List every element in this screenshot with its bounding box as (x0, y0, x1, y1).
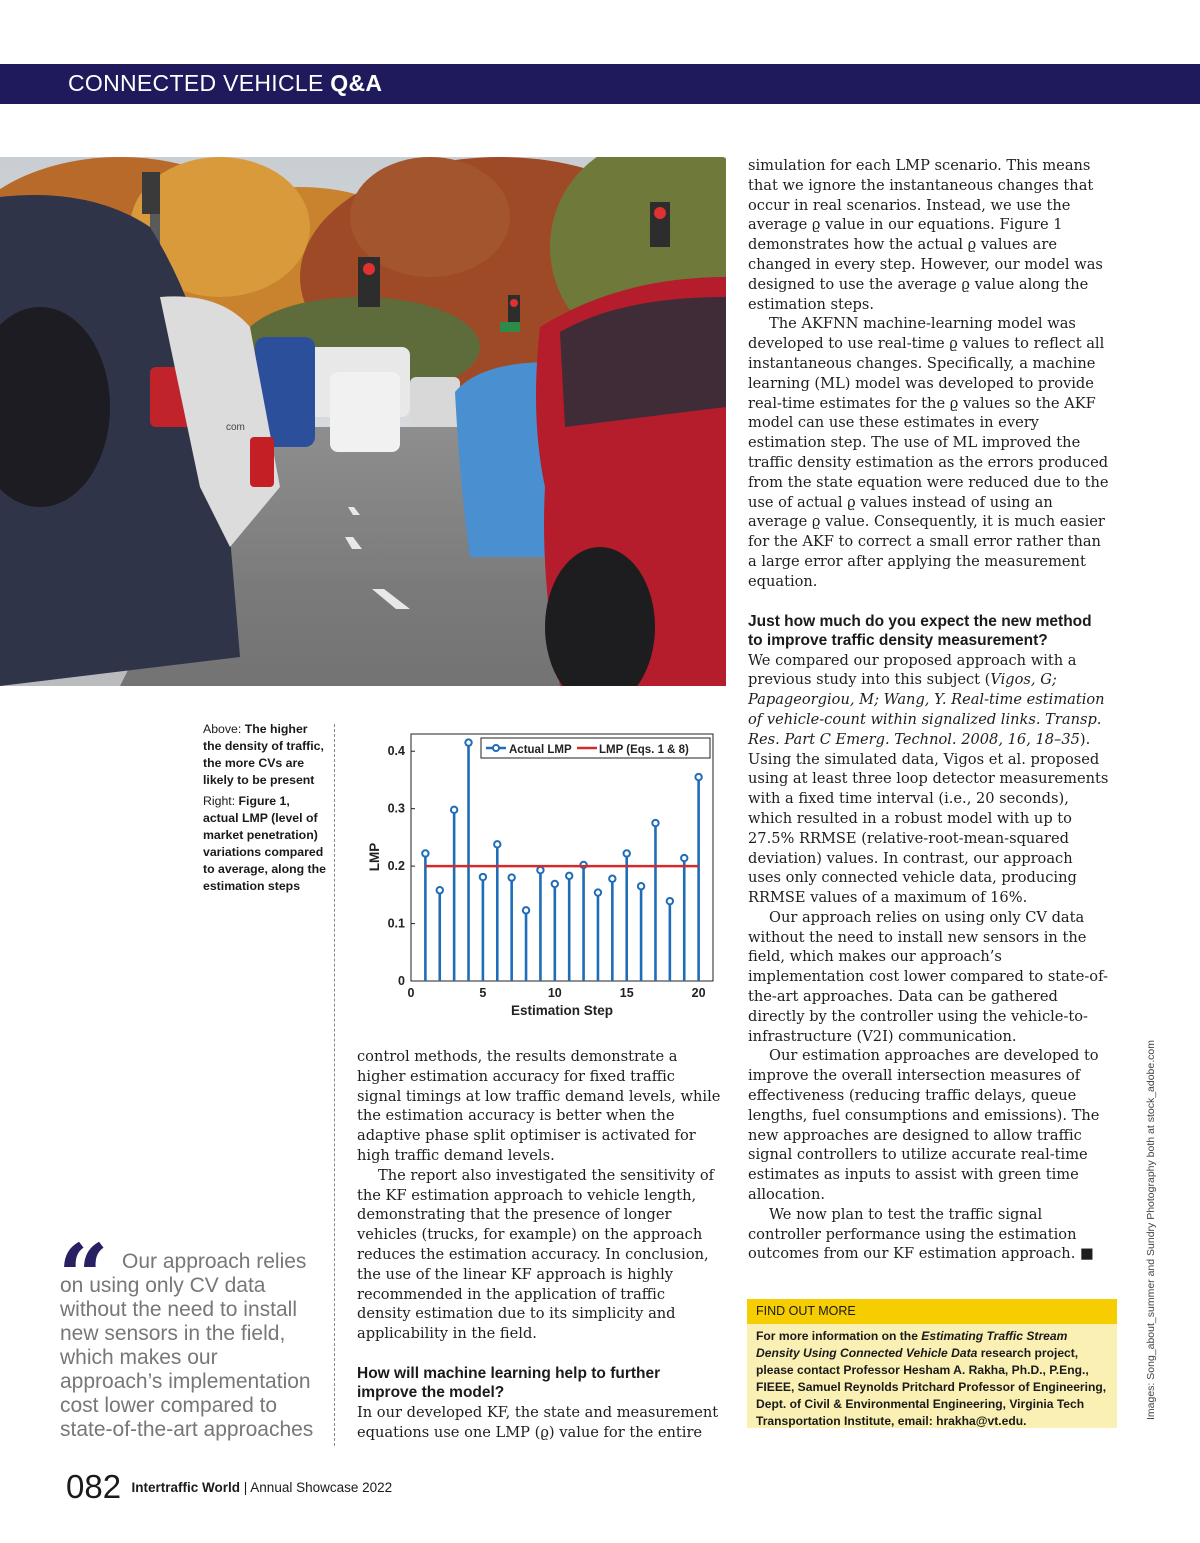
quote-mark-icon: “ (58, 1224, 109, 1328)
caption-text: Figure 1, actual LMP (level of market penetration) variations compared to average, along the estimation steps (203, 794, 326, 893)
legend-label-actual: Actual LMP (509, 744, 572, 756)
body-text: We compared our proposed approach with a previous study into this subject ( (748, 651, 1077, 689)
chart-data-point (537, 867, 543, 873)
right-text-column (748, 156, 1110, 1264)
legend-marker-actual (493, 745, 499, 751)
traffic-scene-illustration (0, 157, 726, 686)
page-number: 082 (66, 1468, 122, 1505)
chart-y-tick-label: 0.2 (387, 859, 405, 874)
caption-label: Above: (203, 722, 242, 736)
chart-data-point (681, 855, 687, 861)
body-paragraph: In our developed KF, the state and measurement equations use one LMP (ϱ) value for the entire (357, 1403, 719, 1441)
chart-data-point (480, 874, 486, 880)
section-name-bold: Q&A (330, 70, 383, 96)
body-paragraph-with-reference (748, 651, 1110, 908)
chart-x-tick-label: 5 (479, 986, 487, 1000)
question-heading: Just how much do you expect the new method to improve traffic density measurement? (748, 612, 1092, 650)
chart-data-point (609, 876, 615, 882)
chart-data-point (523, 907, 529, 913)
chart-data-point (422, 850, 428, 856)
photo-caption (203, 721, 328, 789)
body-paragraph: The report also investigated the sensitivity of the KF estimation approach to vehicle length, demonstrating that the presence of longer vehicles (trucks, for example) on the approach reduces the estimation accuracy. In conclusion, the use of the linear KF approach is highly recommended in the application of traffic density estimation due to its simplicity and applicability in the field. (357, 1166, 715, 1343)
chart-data-point (695, 774, 701, 780)
publication-name: Intertraffic World (131, 1479, 241, 1495)
find-out-more-box (747, 1299, 1117, 1428)
section-title (68, 70, 382, 97)
chart-x-tick-label: 20 (691, 986, 706, 1000)
chart-data-point (624, 850, 630, 856)
caption-label: Right: (203, 794, 236, 808)
find-out-more-text: research project, please contact Professor Hesham A. Rakha, Ph.D., P.Eng., FIEEE, Samuel Reynolds Pritchard Professor of Engineering, Dept. of Civil & Environmental Engineering, Virginia Tech Transportation Institute, email: hrakha@vt.edu. (756, 1346, 1107, 1428)
chart-y-tick-label: 0 (398, 974, 405, 988)
chart-y-tick-label: 0.3 (387, 801, 405, 816)
chart-data-point (652, 820, 658, 826)
car-dealer-sticker: com (226, 422, 245, 433)
legend-label-average: LMP (Eqs. 1 & 8) (599, 744, 689, 756)
caption-text: The higher the density of traffic, the more CVs are likely to be present (203, 722, 324, 787)
chart-x-axis-label: Estimation Step (510, 1003, 614, 1018)
find-out-more-text: For more information on the (756, 1329, 922, 1343)
image-credit: Images: Song_about_summer and Sundry Photography both at stock_adobe.com (1145, 1040, 1157, 1420)
pull-quote-text: Our approach relies on using only CV data without the need to install new sensors in the field, which makes our approach’s implementation cost lower compared to state-of-the-art approaches (60, 1250, 314, 1441)
column-divider (334, 724, 335, 1446)
body-paragraph: Our estimation approaches are developed to improve the overall intersection measures of effectiveness (reducing traffic delays, queue lengths, fuel consumptions and emissions). The new approaches are designed to allow traffic signal controllers to utilize accurate real-time estimates as inputs to assist with green time allocation. (748, 1047, 1100, 1204)
body-paragraph: We now plan to test the traffic signal controller performance using the estimation outcomes from our KF estimation approach. ■ (748, 1205, 1094, 1263)
chart-y-axis-label: LMP (367, 842, 382, 872)
chart-x-tick-label: 0 (407, 986, 415, 1000)
body-paragraph: simulation for each LMP scenario. This means that we ignore the instantaneous changes that occur in real scenarios. Instead, we use the average ϱ value in our equations. Figure 1 demonstrates how the actual ϱ values are changed in every step. However, our model was designed to use the average ϱ value along the estimation steps. (748, 157, 1103, 313)
chart-y-tick-label: 0.4 (387, 744, 405, 759)
citation-reference: Vigos, G; Papageorgiou, M; Wang, Y. Real-time estimation of vehicle-count within signalized links. Transp. Res. Part C Emerg. Technol. 2008, 16, 18–35 (748, 671, 1105, 748)
issue-name: Annual Showcase 2022 (250, 1479, 393, 1495)
traffic-photo (0, 157, 726, 686)
publication-line: Intertraffic World | Annual Showcase 2022 (131, 1479, 393, 1495)
chart-y-tick-label: 0.1 (387, 916, 405, 931)
chart-data-point (667, 898, 673, 904)
chart-data-point (638, 883, 644, 889)
chart-data-point (494, 841, 500, 847)
page-footer (66, 1468, 392, 1506)
chart-data-point (552, 881, 558, 887)
chart-data-point (451, 807, 457, 813)
body-paragraph: control methods, the results demonstrate a higher estimation accuracy for fixed traffic signal timings at low traffic demand levels, while the estimation accuracy is better when the adaptive phase split optimiser is activated for high traffic demand levels. (357, 1048, 721, 1164)
chart-data-point (595, 889, 601, 895)
chart-data-point (566, 873, 572, 879)
figure-captions (203, 721, 328, 899)
chart-data-point (508, 874, 514, 880)
chart-data-point (437, 887, 443, 893)
lmp-chart (365, 726, 720, 1024)
pull-quote (60, 1250, 322, 1442)
body-paragraph: The AKFNN machine-learning model was developed to use real-time ϱ values to reflect all instantaneous changes. Specifically, a machine learning (ML) model was developed to provide real-time estimates for the ϱ values so the AKF model can use these estimates in every estimation step. The use of ML improved the traffic density estimation as the errors produced from the state equation were reduced due to the use of actual ϱ values instead of using an average ϱ value. Consequently, it is much easier for the AKF to correct a small error rather than a large error after applying the measurement equation. (748, 315, 1109, 590)
middle-text-column (357, 1047, 723, 1443)
body-text: ). Using the simulated data, Vigos et al. proposed using at least three loop detector measurements with a fixed time interval (i.e., 20 seconds), which resulted in a robust model with up to 27.5% RRMSE (relative-root-mean-squared deviation) values. In contrast, our approach uses only connected vehicle data, producing RRMSE values of a maximum of 16%. (748, 730, 1109, 907)
chart-caption (203, 793, 328, 895)
chart-x-tick-label: 10 (547, 986, 562, 1000)
lmp-chart-svg (365, 726, 720, 1024)
section-name: CONNECTED VEHICLE (68, 70, 324, 96)
chart-data-point (465, 739, 471, 745)
find-out-more-title: FIND OUT MORE (747, 1299, 1117, 1324)
find-out-more-body (747, 1324, 1117, 1430)
body-paragraph: Our approach relies on using only CV data without the need to install new sensors in the field, which makes our approach’s implementation cost lower compared to state-of-the-art approaches. Data can be gathered directly by the controller using the vehicle-to-infrastructure (V2I) communication. (748, 908, 1108, 1045)
chart-x-tick-label: 15 (619, 986, 634, 1000)
question-heading: How will machine learning help to further improve the model? (357, 1364, 661, 1402)
project-title: Estimating Traffic Stream Density Using Connected Vehicle Data (756, 1329, 1068, 1360)
section-header-bar (0, 64, 1200, 104)
chart-plot-area (411, 734, 713, 981)
